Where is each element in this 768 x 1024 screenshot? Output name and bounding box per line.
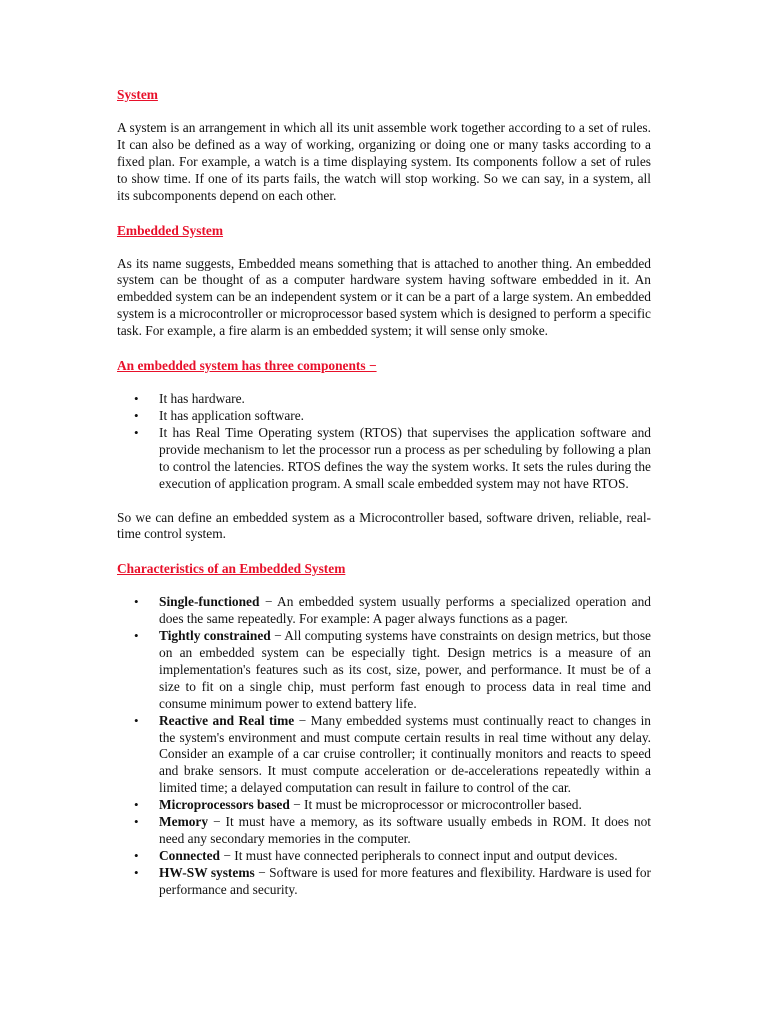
list-item-text: − It must be microprocessor or microcontroller based. [289, 797, 582, 813]
components-list [117, 391, 651, 492]
heading-system: System [117, 87, 158, 102]
list-item-text: − It must have connected peripherals to connect input and output devices. [220, 847, 618, 863]
list-item [117, 713, 651, 798]
paragraph-conclusion: So we can define an embedded system as a Microcontroller based, software driven, reliable, real-time control system. [117, 509, 651, 542]
paragraph-embedded-system: As its name suggests, Embedded means something that is attached to another thing. An embedded system can be thought of as a computer hardware system having software embedded in it. An embedded system can be an independent system or it can be a part of a large system. An embedded system is a microcontroller or microprocessor based system which is designed to perform a specific task. For example, a fire alarm is an embedded system; it will sense only smoke. [117, 255, 651, 339]
list-item-text: − An embedded system usually performs a specialized operation and does the same repeatedly. For example: A pager always functions as a pager. [159, 594, 651, 627]
list-item [117, 797, 651, 814]
list-item [117, 594, 651, 628]
heading-embedded-system: Embedded System [117, 222, 224, 238]
list-item-term: Reactive and Real time [159, 712, 295, 728]
list-item-text: − Software is used for more features and flexibility. Hardware is used for performance and security. [159, 864, 651, 897]
list-item-term: Memory [159, 814, 209, 830]
list-item-text: − It must have a memory, as its software usually embeds in ROM. It does not need any secondary memories in the computer. [159, 814, 651, 846]
list-item-term: Microprocessors based [159, 797, 290, 813]
list-item-term: Single-functioned [159, 594, 260, 610]
paragraph-system: A system is an arrangement in which all its unit assemble work together according to a set of rules. It can also be defined as a way of working, organizing or doing one or many tasks according to a fixed plan. For example, a watch is a time displaying system. Its components follow a set of rules to show time. If one of its parts fails, the watch will stop working. So we can say, in a system, all its subcomponents depend on each other. [117, 120, 651, 203]
document-body [117, 86, 651, 899]
list-item-term: Tightly constrained [159, 628, 271, 644]
list-item-text: − All computing systems have constraints on design metrics, but those on an embedded system can be especially tight. Design metrics is a measure of an implementation's features such as its cost, size, power, and performance. It must be of a size to fit on a single chip, must perform fast enough to process data in real time and consume minimum power to extend battery life. [159, 628, 651, 711]
list-item: • It has hardware. [117, 391, 651, 408]
heading-characteristics: Characteristics of an Embedded System [117, 561, 346, 577]
list-item-term: HW-SW systems [159, 864, 255, 880]
list-item-term: Connected [159, 847, 220, 863]
list-item [117, 865, 651, 899]
heading-components: An embedded system has three components − [117, 358, 377, 374]
list-item [117, 814, 651, 848]
list-item [117, 628, 651, 713]
list-item-text: − Many embedded systems must continually react to changes in the system's environment and must compute certain results in real time without any delay. Consider an example of a car cruise controller; it continually monitors and reacts to speed and brake sensors. It must compute acceleration or de-accelerations repeatedly within a limited time; a delayed computation can result in failure to control of the car. [159, 712, 651, 796]
characteristics-list [117, 594, 651, 898]
list-item: • It has application software. [117, 408, 651, 425]
list-item: • It has Real Time Operating system (RTOS) that supervises the application software and provide mechanism to let the processor run a process as per scheduling by following a plan to control the latencies. RTOS defines the way the system works. It sets the rules during the execution of application program. A small scale embedded system may not have RTOS. [117, 425, 651, 493]
list-item [117, 848, 651, 865]
